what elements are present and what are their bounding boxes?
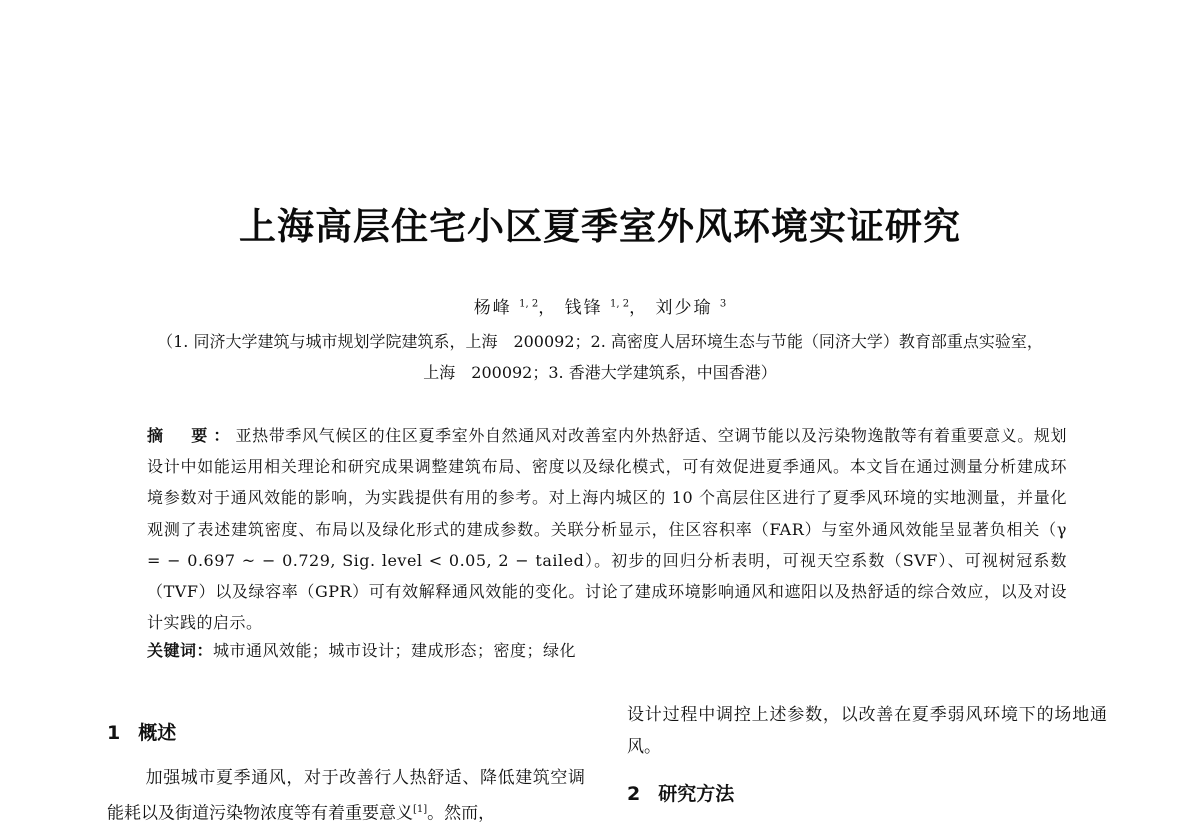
author-separator: ， bbox=[538, 298, 558, 318]
section-title: 研究方法 bbox=[658, 783, 735, 805]
abstract-label: 摘 要： bbox=[147, 426, 236, 445]
body-text: 。然而， bbox=[427, 803, 496, 824]
keywords bbox=[147, 638, 1067, 661]
affiliation-line-1: （1. 同济大学建筑与城市规划学院建筑系，上海 200092；2. 高密度人居环境生态与节能（同济大学）教育部重点实验室， bbox=[157, 332, 1043, 351]
body-paragraph-right: 设计过程中调控上述参数，以改善在夏季弱风环境下的场地通风。 bbox=[627, 705, 1107, 757]
abstract-text: 亚热带季风气候区的住区夏季室外自然通风对改善室内外热舒适、空调节能以及污染物逸散等有着重要意义。规划设计中如能运用相关理论和研究成果调整建筑布局、密度以及绿化模式，可有效促进夏季通风。本文旨在通过测量分析建成环境参数对于通风效能的影响，为实践提供有用的参考。对上海内城区的 10 个高层住区进行了夏季风环境的实地测量，并量化观测了表述建筑密度、布局以及绿化形式的建成参数。关联分析显示，住区容积率（FAR）与室外通风效能呈显著负相关（γ = − 0.697 ~ − 0.729, Sig. level < 0.05, 2 − tailed）。初步的回归分析表明，可视天空系数（SVF）、可视树冠系数（TVF）以及绿容率（GPR）可有效解释通风效能的变化。讨论了建成环境影响通风和遮阳以及热舒适的综合效应，以及对设计实践的启示。 bbox=[147, 426, 1067, 633]
body-text: 加强城市夏季通风，对于改善行人热舒适、降低建筑空调能耗以及街道污染物浓度等有着重要意义 bbox=[107, 768, 585, 824]
affiliation-line-2: 上海 200092；3. 香港大学建筑系，中国香港） bbox=[423, 363, 777, 382]
body-paragraph-left bbox=[107, 762, 585, 830]
author-list bbox=[0, 293, 1200, 318]
author-separator: ， bbox=[629, 298, 649, 318]
section-number: 2 bbox=[627, 783, 641, 805]
paper-title: 上海高层住宅小区夏季室外风环境实证研究 bbox=[239, 205, 961, 248]
keywords-text: 城市通风效能；城市设计；建成形态；密度；绿化 bbox=[213, 641, 577, 660]
author-affiliation-marks: 1, 2 bbox=[610, 298, 630, 310]
author-name: 钱锋 bbox=[564, 298, 603, 318]
citation-ref: [1] bbox=[413, 804, 428, 815]
author-affiliation-marks: 1, 2 bbox=[519, 298, 539, 310]
section-title: 概述 bbox=[138, 722, 177, 744]
keywords-label: 关键词： bbox=[147, 641, 214, 660]
author-affiliation-marks: 3 bbox=[719, 298, 727, 310]
author-name: 刘少瑜 bbox=[655, 298, 713, 318]
author-name: 杨峰 bbox=[473, 298, 512, 318]
section-heading-1 bbox=[107, 718, 176, 745]
section-heading-2 bbox=[627, 779, 734, 806]
section-number: 1 bbox=[107, 722, 121, 744]
abstract bbox=[147, 420, 1067, 638]
